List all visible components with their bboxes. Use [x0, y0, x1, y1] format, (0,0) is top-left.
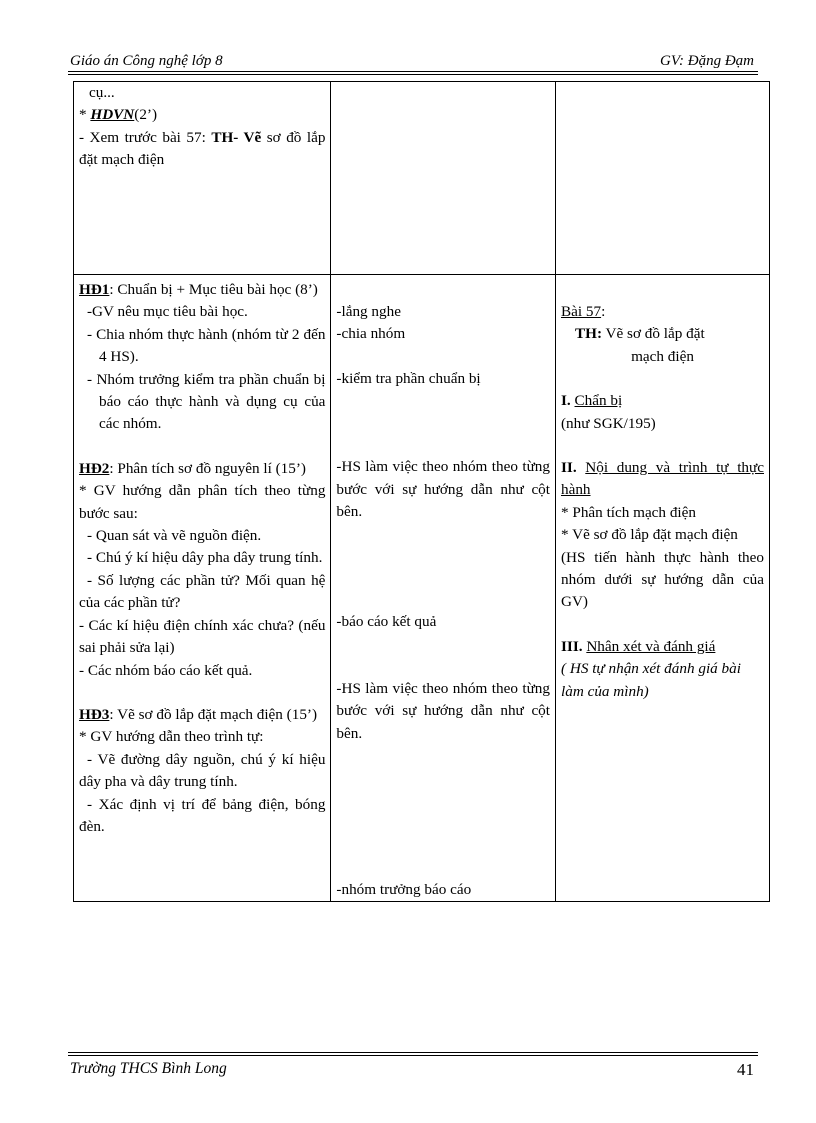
hd3-heading: HĐ3: Vẽ sơ đồ lắp đặt mạch điện (15’) [79, 705, 318, 723]
hd1-item: - Chia nhóm thực hành (nhóm từ 2 đến 4 HS). [87, 325, 326, 366]
table-row [74, 275, 770, 902]
section-3-heading: III. Nhân xét và đánh giá [561, 637, 716, 655]
section-2-item: * Phân tích mạch điện [561, 503, 696, 521]
cell-teacher-activities [74, 275, 331, 902]
student-text: -báo cáo kết quả [336, 613, 437, 631]
lesson-subtitle-line2: mạch điện [631, 347, 694, 365]
student-text: -nhóm trưởng báo cáo [336, 881, 472, 899]
hd1-item: - Nhóm trưởng kiểm tra phần chuẩn bị báo cáo thực hành và dụng cụ của các nhóm. [87, 370, 326, 433]
section-1-text: (như SGK/195) [561, 414, 656, 432]
hd3-item: - Xác định vị trí để bảng điện, bóng đèn. [79, 795, 326, 835]
hd2-item: - Chú ý kí hiệu dây pha dây trung tính. [87, 549, 323, 567]
header-rule [68, 71, 758, 72]
lesson-subtitle: TH: Vẽ sơ đồ lắp đặt [575, 325, 705, 343]
text-line: cụ... [89, 84, 115, 101]
header-left: Giáo án Công nghệ lớp 8 [70, 53, 223, 69]
hd2-heading: HĐ2: Phân tích sơ đồ nguyên lí (15’) [79, 459, 306, 477]
header-right: GV: Đặng Đạm [659, 53, 754, 69]
section-2-item: * Vẽ sơ đồ lắp đặt mạch điện [561, 526, 738, 544]
homework-text: - Xem trước bài 57: TH- Vẽ sơ đồ lắp đặt mạch điện [79, 128, 326, 169]
hd3-intro: * GV hướng dẫn theo trình tự: [79, 728, 264, 746]
cell-homework [74, 82, 331, 275]
page-header [68, 52, 758, 72]
footer-school: Trường THCS Bình Long [70, 1060, 227, 1077]
section-1-heading: I. Chẩn bị [561, 392, 623, 410]
student-text: -kiểm tra phần chuẩn bị [336, 369, 481, 387]
hd2-item: - Các nhóm báo cáo kết quả. [79, 661, 253, 679]
footer-rule [68, 1052, 758, 1053]
homework-heading: * HDVN(2’) [79, 106, 158, 124]
student-text: -HS làm việc theo nhóm theo từng bước với sự hướng dẫn như cột bên. [336, 679, 550, 742]
lesson-table [73, 81, 770, 902]
cell-empty [556, 82, 770, 275]
section-2-heading: II. Nội dung và trình tự thực hành [561, 459, 764, 499]
hd1-heading: HĐ1: Chuẩn bị + Mục tiêu bài học (8’) [79, 281, 318, 298]
student-text: -HS làm việc theo nhóm theo từng bước với sự hướng dẫn như cột bên. [336, 458, 550, 521]
footer-rule-2 [68, 1055, 758, 1056]
section-2-item: (HS tiến hành thực hành theo nhóm dưới sự hướng dẫn của GV) [561, 548, 764, 611]
hd1-item: -GV nêu mục tiêu bài học. [87, 303, 248, 321]
cell-student-activities [331, 275, 556, 902]
hd2-item: - Số lượng các phần tử? Mối quan hệ của các phần tử? [79, 571, 326, 612]
hd2-intro: * GV hướng dẫn phân tích theo từng bước sau: [79, 482, 326, 522]
section-3-text: ( HS tự nhận xét đánh giá bài làm của mình) [561, 660, 741, 700]
hd3-item: - Vẽ đường dây nguồn, chú ý kí hiệu dây pha và dây trung tính. [79, 750, 326, 791]
header-rule-2 [68, 74, 758, 75]
lesson-title: Bài 57: [561, 303, 606, 320]
table-row [74, 82, 770, 275]
cell-empty [331, 82, 556, 275]
hd2-item: - Các kí hiệu điện chính xác chưa? (nếu sai phải sửa lại) [79, 616, 326, 657]
student-text: -chia nhóm [336, 325, 406, 343]
student-text: -lắng nghe [336, 303, 401, 320]
cell-content [556, 275, 770, 902]
page-number: 41 [737, 1060, 754, 1079]
hd2-item: - Quan sát và vẽ nguồn điện. [87, 527, 262, 545]
